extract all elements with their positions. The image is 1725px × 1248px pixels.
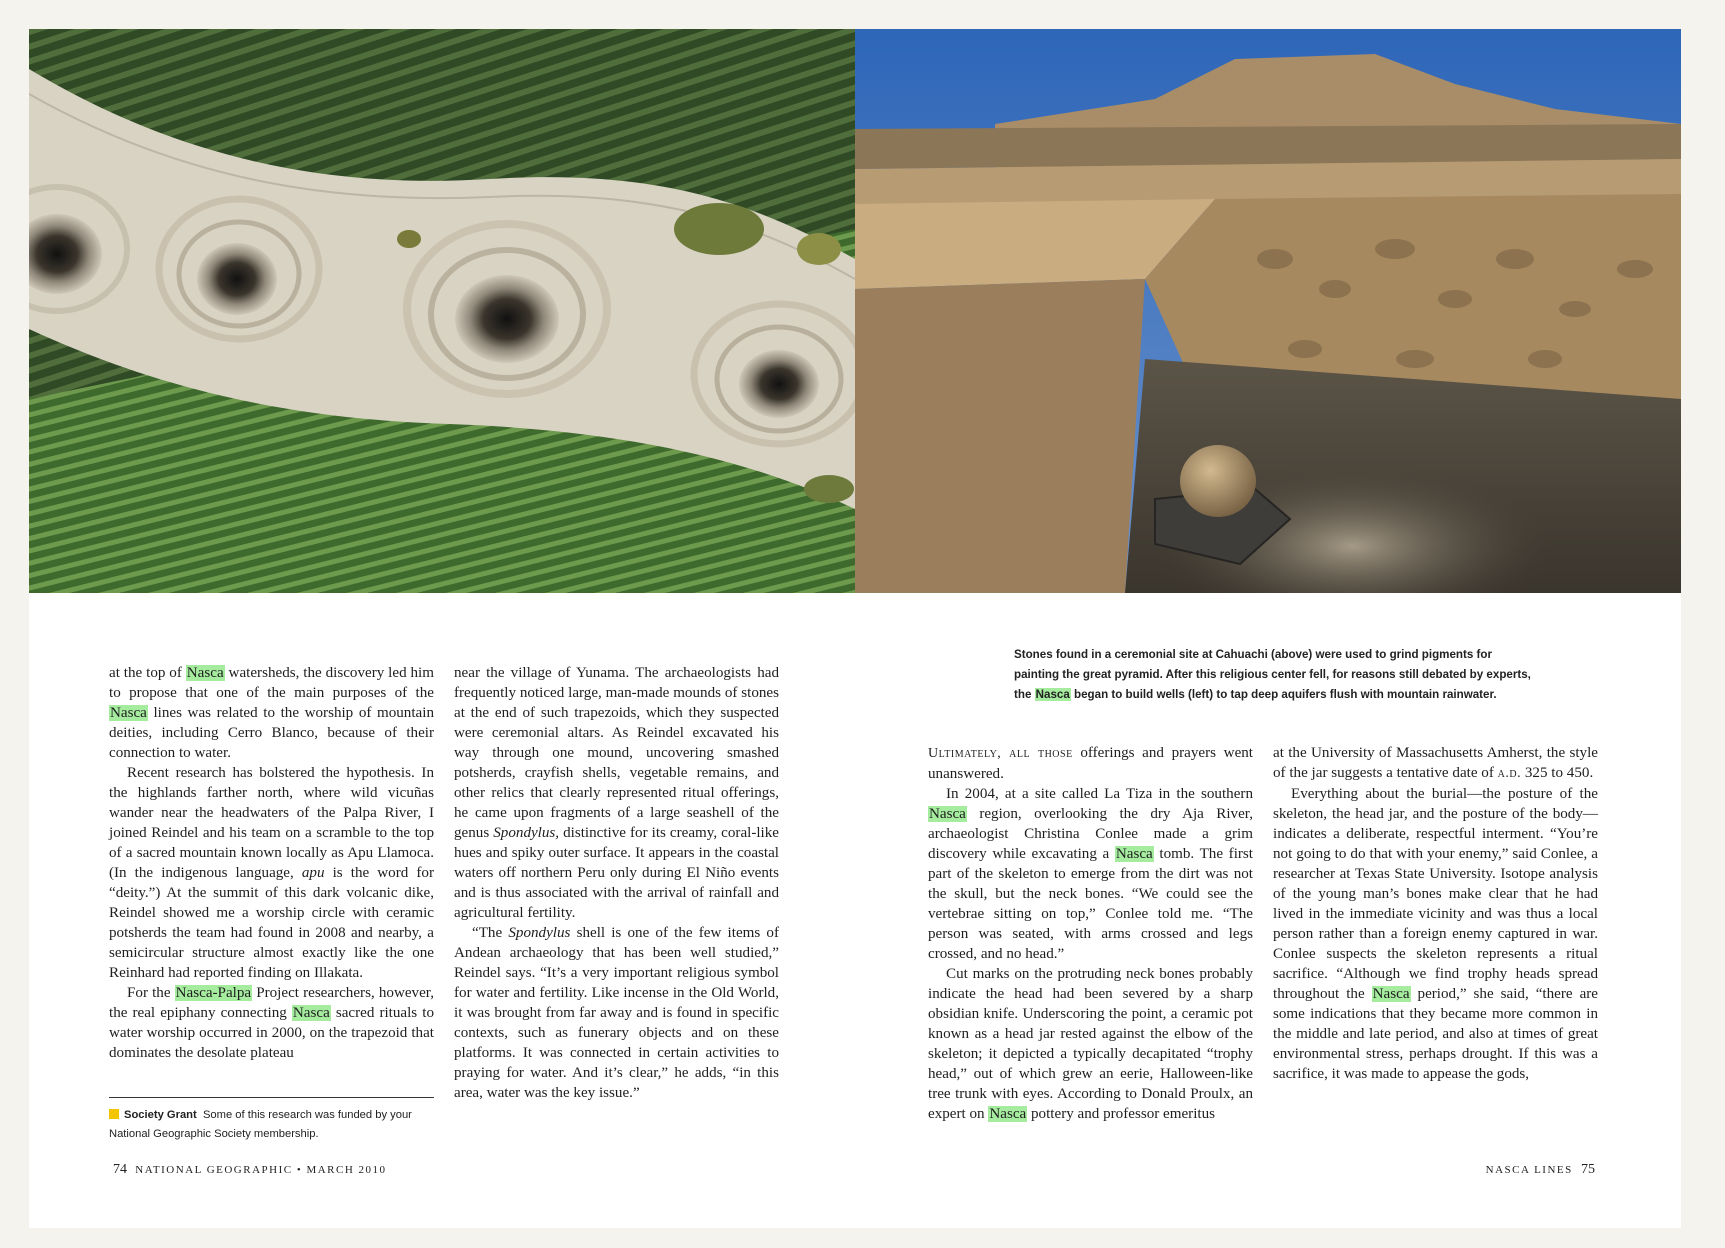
- photo-cahuachi-pyramid: [855, 29, 1681, 593]
- highlight-nasca-palpa: Nasca-Palpa: [175, 985, 252, 1001]
- paragraph: Ultimately, all those offerings and prayers went unanswered.: [928, 745, 1254, 782]
- page-number-right: 75: [1581, 1162, 1595, 1177]
- magazine-spread: [29, 29, 1681, 1228]
- article-title: NASCA LINES: [1485, 1164, 1573, 1176]
- paragraph: “The Spondylus shell is one of the few items of Andean archaeology that has been well studied,” Reindel says. “It’s a very important religious symbol for water and fertility. Like incense in the Old World, it was brought from far away and is found in specific contexts, such as funerary objects and on these platforms. It was connected in certain activities to praying for water. And it’s clear,” he adds, “in this area, water was the key issue.”: [454, 925, 779, 1101]
- paragraph: Everything about the burial—the posture of the skeleton, the head jar, and the posture of the body—indicates a deliberate, respectful interment. “You’re not going to do that with your enemy,” said Conlee, a researcher at Texas State University. Isotope analysis of the young man’s bones make clear that he had lived in the immediate vicinity and was thus a local person rather than a foreign enemy captured in war. Conlee suspects the skeleton represents a ritual sacrifice. “Although we find trophy heads spread throughout the Nasca period,” she said, “there are some indications that they became more common in the middle and late period, and also at times of great environmental stress, perhaps drought. If this was a sacrifice, it was made to appease the gods,: [1273, 786, 1598, 1082]
- highlight-nasca: Nasca: [989, 1106, 1027, 1122]
- cahuachi-stone-image: [855, 29, 1681, 593]
- highlight-nasca: Nasca: [1372, 986, 1410, 1002]
- paragraph: In 2004, at a site called La Tiza in the southern Nasca region, overlooking the dry Aja River, archaeologist Christina Conlee made a grim discovery while excavating a Nasca tomb. The first part of the skeleton to emerge from the dirt was not the skull, but the neck bones. “We could see the vertebrae sitting on top,” Conlee told me. “The person was seated, with arms crossed and legs crossed, and no head.”: [928, 786, 1253, 962]
- article-column-4: [1273, 743, 1598, 1084]
- article-column-3: [928, 743, 1253, 1124]
- footer-right: [1486, 1162, 1599, 1178]
- highlight-nasca: Nasca: [1115, 846, 1153, 862]
- photo-spiral-wells: [29, 29, 855, 593]
- page-number-left: 74: [113, 1162, 127, 1177]
- highlight-nasca: Nasca: [110, 705, 147, 721]
- article-column-1: [109, 663, 434, 1063]
- article-column-2: [454, 663, 779, 1103]
- highlight-nasca: Nasca: [186, 665, 224, 681]
- highlight-nasca: Nasca: [292, 1005, 330, 1021]
- society-grant-note: Society Grant Some of this research was funded by your National Geographic Society membership.: [109, 1097, 434, 1144]
- section-lead-in: Ultimately, all those: [928, 746, 1073, 761]
- paragraph: at the University of Massachusetts Amherst, the style of the jar suggests a tentative date of a.d. 325 to 450.: [1273, 745, 1598, 781]
- yellow-square-icon: [109, 1109, 119, 1119]
- paragraph: Recent research has bolstered the hypothesis. In the highlands farther north, where wild vicuñas wander near the headwaters of the Palpa River, I joined Reindel and his team on a scramble to the top of a sacred mountain known locally as Apu Llamoca. (In the indigenous language, apu is the word for “deity.”) At the summit of this dark volcanic dike, Reindel showed me a worship circle with ceramic potsherds the team had found in 2008 and nearby, a semicircular structure almost exactly like the one Reinhard had reported finding on Illakata.: [109, 765, 434, 981]
- highlight-nasca: Nasca: [1035, 688, 1070, 701]
- grinding-stone: [1180, 445, 1256, 517]
- paragraph: For the Nasca-Palpa Project researchers, however, the real epiphany connecting Nasca sacred rituals to water worship occurred in 2000, on the trapezoid that dominates the desolate plateau: [109, 985, 434, 1061]
- paragraph: near the village of Yunama. The archaeologists had frequently noticed large, man-made mounds of stones at the end of such trapezoids, which they suspected were ceremonial altars. As Reindel excavated his way through one mound, uncovering smashed potsherds, crayfish shells, vegetable remains, and other relics that clearly represented ritual offerings, he came upon fragments of a large seashell of the genus Spondylus, distinctive for its creamy, coral-like hues and spiky outer surface. It appears in the coastal waters off northern Peru only during El Niño events and is thus associated with the arrival of rainfall and agricultural fertility.: [454, 665, 779, 921]
- magazine-title: NATIONAL GEOGRAPHIC • MARCH 2010: [135, 1164, 387, 1176]
- paragraph: at the top of Nasca watersheds, the discovery led him to propose that one of the main purposes of the Nasca lines was related to the worship of mountain deities, including Cerro Blanco, because of their connection to water.: [109, 665, 434, 761]
- aerial-wells-image: [29, 29, 855, 593]
- footer-left: [109, 1162, 387, 1178]
- highlight-nasca: Nasca: [929, 806, 966, 822]
- paragraph: Cut marks on the protruding neck bones probably indicate the head had been severed by a sharp obsidian knife. Underscoring the point, a ceramic pot known as a head jar rested against the elbow of the skeleton; it depicted a typically decapitated “trophy head,” out of which grew an eerie, Halloween-like tree trunk with eyes. According to Donald Proulx, an expert on Nasca pottery and professor emeritus: [928, 966, 1253, 1122]
- photo-caption: Stones found in a ceremonial site at Cahuachi (above) were used to grind pigments for painting the great pyramid. After this religious center fell, for reasons still debated by experts, the Nasca began to build wells (left) to tap deep aquifers flush with mountain rainwater.: [1014, 648, 1531, 701]
